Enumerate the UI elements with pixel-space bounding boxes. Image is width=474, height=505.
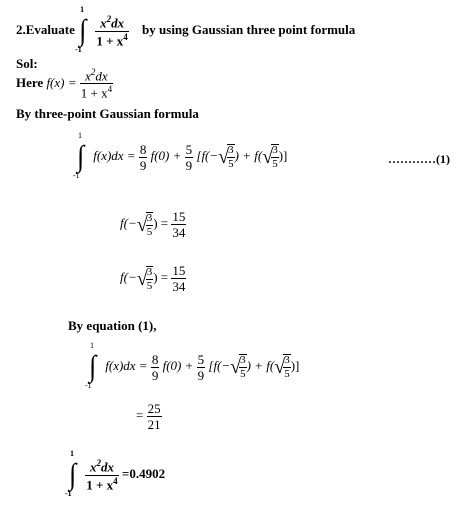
integral-symbol: 1 ∫ -1 (85, 341, 97, 390)
sol-label: Sol: (16, 56, 38, 71)
final-value: =0.4902 (121, 465, 166, 481)
here-lhs: f(x) = (46, 74, 77, 90)
integral-lower-limit: -1 (75, 45, 82, 54)
integral-symbol: 1 ∫ -1 (65, 449, 77, 498)
integral-symbol (75, 5, 92, 54)
equation-number: …………(1) (388, 152, 450, 166)
value-line-1: f(− √ $\frac{3}{5}$ ) = $\frac{15}{34}$ (120, 209, 186, 240)
formula-f0: f(0) + (150, 147, 182, 163)
sqrt-symbol: √ $\frac{3}{5}$ (136, 211, 153, 238)
final-line (65, 449, 166, 498)
problem-text: by using Gaussian three point formula (142, 21, 356, 37)
result-line: = $\frac{25}{21}$ (136, 401, 161, 432)
formula-lhs: f(x)dx = (93, 147, 136, 163)
gauss-formula: 1 ∫ -1 f(x)dx = $\frac{8}{9}$ f(0) + $\frac{5}{9}$ [f(− √ $\frac{3}{5}$ ) + f( √ $\frac{3}{5}$ )] (73, 131, 288, 180)
here-line (16, 68, 113, 100)
problem-line (16, 5, 356, 54)
here-label: Here (16, 74, 44, 90)
value-line-2: f(− √ $\frac{3}{5}$ ) = $\frac{15}{34}$ (120, 263, 186, 294)
integrand-fraction: $\frac{x^2dx}{1 + x^4}$ (96, 14, 128, 48)
sqrt-symbol: √ $\frac{3}{5}$ (230, 354, 246, 380)
by-equation-label: By equation (1), (68, 318, 157, 333)
sqrt-symbol: √ $\frac{3}{5}$ (218, 144, 234, 170)
sqrt-symbol: √ $\frac{3}{5}$ (274, 354, 290, 380)
here-fraction: $\frac{x^2dx}{1 + x^4}$ (80, 67, 113, 101)
integral-upper-limit: 1 (80, 5, 85, 14)
method-heading: By three-point Gaussian formula (16, 106, 199, 121)
problem-label: 2.Evaluate (16, 21, 75, 37)
integral-sign: ∫ (79, 13, 87, 48)
gauss-formula-repeat: 1 ∫ -1 f(x)dx = $\frac{8}{9}$ f(0) + $\frac{5}{9}$ [f(− √ $\frac{3}{5}$ ) + f( √ $\frac{3}{5}$ )] (85, 341, 300, 390)
sqrt-symbol: √ $\frac{3}{5}$ (136, 265, 153, 292)
final-fraction: $\frac{x^2dx}{1 + x^4}$ (86, 458, 118, 492)
sqrt-symbol: √ $\frac{3}{5}$ (262, 144, 278, 170)
integral-symbol: 1 ∫ -1 (73, 131, 85, 180)
